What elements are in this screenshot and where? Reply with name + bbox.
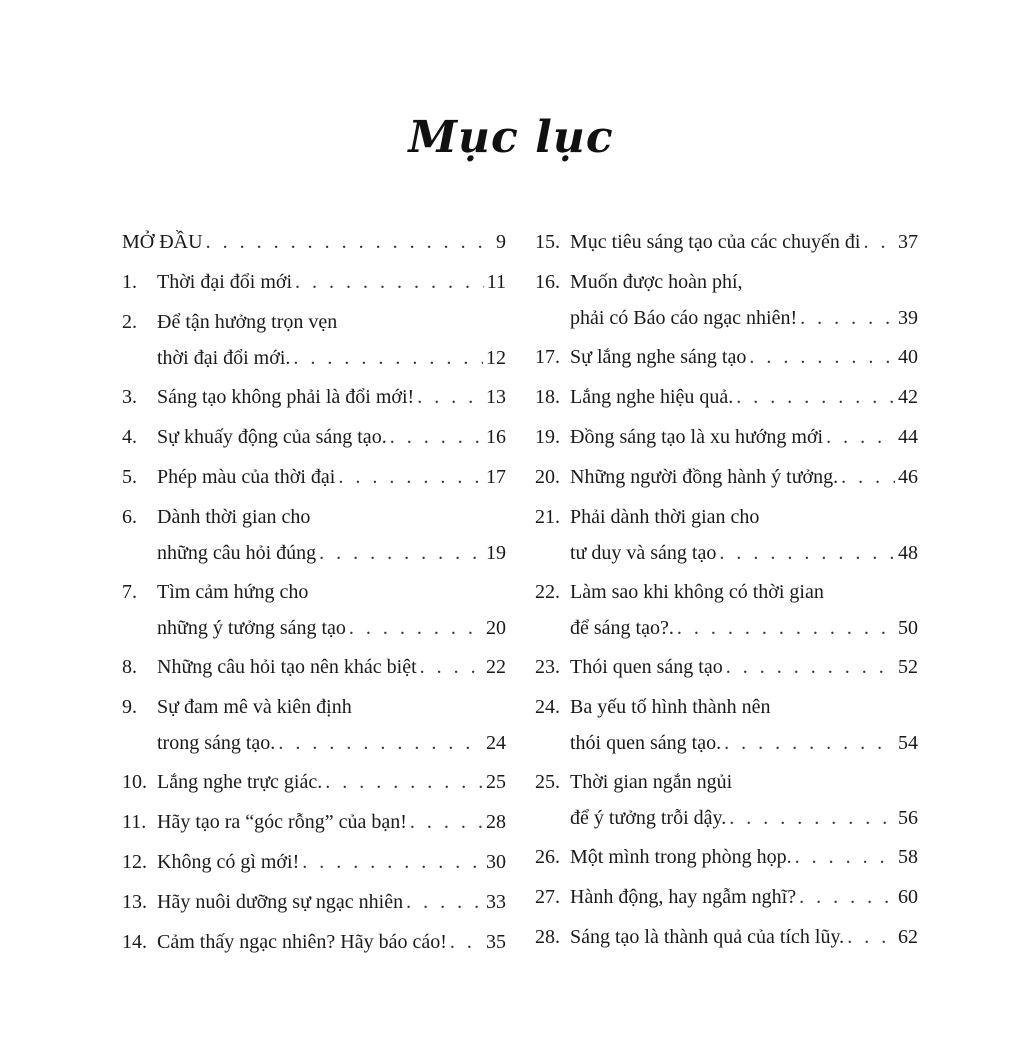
leader-dots: [799, 879, 895, 915]
leader-dots: [325, 764, 483, 800]
toc-entry-number: 18.: [535, 386, 560, 408]
toc-entry-number: 17.: [535, 346, 560, 368]
leader-dots: [278, 725, 483, 761]
toc-entry-number: 14.: [122, 931, 147, 953]
toc-page-number: 50: [898, 617, 918, 639]
leader-dots: [841, 459, 895, 495]
toc-entry-title-cont: thời đại đổi mới.: [157, 347, 291, 369]
leader-dots: [719, 535, 895, 571]
toc-entry-number: 7.: [122, 581, 137, 603]
toc-entry[interactable]: [535, 264, 918, 339]
toc-entry-number: 20.: [535, 466, 560, 488]
toc-page-number: 30: [486, 851, 506, 873]
toc-page-number: 28: [486, 811, 506, 833]
toc-entry-title-cont: để sáng tạo?.: [570, 617, 674, 639]
leader-dots: [826, 419, 895, 455]
toc-entry[interactable]: [535, 379, 918, 419]
toc-entry-number: 24.: [535, 696, 560, 718]
toc-entry-number: 10.: [122, 771, 147, 793]
toc-entry[interactable]: [122, 689, 506, 764]
toc-left-column: [122, 224, 506, 964]
toc-page-number: 19: [486, 542, 506, 564]
toc-entry-number: 11.: [122, 811, 147, 833]
leader-dots: [450, 924, 483, 960]
toc-page-number: 48: [898, 542, 918, 564]
leader-dots: [677, 610, 895, 646]
toc-entry[interactable]: [535, 574, 918, 649]
toc-page-number: 37: [898, 231, 918, 253]
leader-dots: [729, 800, 895, 836]
leader-dots: [295, 264, 484, 300]
toc-entry-title: Hành động, hay ngẫm nghĩ?: [570, 886, 797, 908]
toc-entry-title: Những câu hỏi tạo nên khác biệt: [157, 656, 417, 678]
leader-dots: [724, 725, 895, 761]
toc-page-number: 16: [486, 426, 506, 448]
toc-entry[interactable]: [122, 304, 506, 379]
toc-entry-number: 23.: [535, 656, 560, 678]
toc-entry-title: Lắng nghe trực giác.: [157, 771, 323, 793]
toc-entry-title: Sáng tạo là thành quả của tích lũy.: [570, 926, 845, 948]
toc-entry[interactable]: [122, 844, 506, 884]
toc-entry[interactable]: [122, 264, 506, 304]
leader-dots: [206, 224, 493, 260]
toc-entry-title: Muốn được hoàn phí,: [570, 271, 743, 293]
toc-entry-title: Thời gian ngắn ngủi: [570, 771, 733, 793]
toc-page-number: 62: [898, 926, 918, 948]
toc-entry-title: Sự khuấy động của sáng tạo.: [157, 426, 387, 448]
toc-entry-title: Phép màu của thời đại: [157, 466, 336, 488]
toc-entry-title: Không có gì mới!: [157, 851, 300, 873]
page-title: Mục lục: [408, 112, 614, 163]
toc-entry-number: 8.: [122, 656, 137, 678]
toc-entry-title-cont: tư duy và sáng tạo: [570, 542, 717, 564]
toc-entry-number: 16.: [535, 271, 560, 293]
leader-dots: [420, 649, 483, 685]
leader-dots: [390, 419, 483, 455]
toc-page-number: 12: [486, 347, 506, 369]
toc-entry-title-cont: trong sáng tạo.: [157, 732, 276, 754]
toc-entry-intro[interactable]: [122, 224, 506, 264]
toc-entry-number: 22.: [535, 581, 560, 603]
toc-entry-title: Hãy nuôi dưỡng sự ngạc nhiên: [157, 891, 404, 913]
toc-page-number: 46: [898, 466, 918, 488]
toc-page-number: 17: [486, 466, 506, 488]
toc-entry-number: 19.: [535, 426, 560, 448]
toc-entry[interactable]: [535, 649, 918, 689]
toc-entry-title: Thời đại đổi mới: [157, 271, 293, 293]
toc-page-number: 40: [898, 346, 918, 368]
toc-entry-title: Ba yếu tố hình thành nên: [570, 696, 771, 718]
toc-entry-number: 26.: [535, 846, 560, 868]
leader-dots: [736, 379, 895, 415]
toc-entry-number: 25.: [535, 771, 560, 793]
toc-entry-number: 15.: [535, 231, 560, 253]
toc-entry-title: Sự lắng nghe sáng tạo: [570, 346, 747, 368]
toc-entry-title-cont: thói quen sáng tạo.: [570, 732, 722, 754]
leader-dots: [726, 649, 895, 685]
toc-entry[interactable]: [122, 419, 506, 459]
toc-entry-number: 21.: [535, 506, 560, 528]
toc-entry[interactable]: [122, 574, 506, 649]
toc-page-number: 22: [486, 656, 506, 678]
toc-entry-title: MỞ ĐẦU: [122, 231, 203, 253]
toc-entry[interactable]: [122, 804, 506, 844]
toc-entry-number: 3.: [122, 386, 137, 408]
toc-entry[interactable]: [122, 499, 506, 574]
toc-entry-title: Những người đồng hành ý tưởng.: [570, 466, 839, 488]
toc-page-number: 44: [898, 426, 918, 448]
leader-dots: [410, 804, 483, 840]
toc-entry-title: Để tận hưởng trọn vẹn: [157, 311, 338, 333]
toc-entry-title: Làm sao khi không có thời gian: [570, 581, 824, 603]
leader-dots: [417, 379, 483, 415]
toc-page-number: 24: [486, 732, 506, 754]
leader-dots: [795, 839, 895, 875]
toc-entry[interactable]: [535, 339, 918, 379]
toc-entry[interactable]: [122, 924, 506, 964]
toc-entry-title: Sáng tạo không phải là đổi mới!: [157, 386, 415, 408]
leader-dots: [847, 919, 895, 955]
toc-entry-title: Mục tiêu sáng tạo của các chuyến đi: [570, 231, 861, 253]
toc-entry[interactable]: [535, 689, 918, 764]
toc-entry-title: Phải dành thời gian cho: [570, 506, 760, 528]
toc-entry-title: Lắng nghe hiệu quả.: [570, 386, 734, 408]
toc-entry-title: Sự đam mê và kiên định: [157, 696, 352, 718]
toc-entry-number: 5.: [122, 466, 137, 488]
toc-entry[interactable]: [535, 419, 918, 459]
toc-entry-title: Đồng sáng tạo là xu hướng mới: [570, 426, 824, 448]
toc-entry-number: 13.: [122, 891, 147, 913]
toc-entry[interactable]: [535, 459, 918, 499]
toc-entry-title-cont: phải có Báo cáo ngạc nhiên!: [570, 307, 798, 329]
toc-entry[interactable]: [122, 764, 506, 804]
leader-dots: [800, 300, 895, 336]
toc-page-number: 54: [898, 732, 918, 754]
toc-page-number: 13: [486, 386, 506, 408]
toc-entry[interactable]: [535, 879, 918, 919]
leader-dots: [319, 535, 483, 571]
toc-entry[interactable]: [122, 459, 506, 499]
toc-entry[interactable]: [535, 839, 918, 879]
toc-page-number: 56: [898, 807, 918, 829]
toc-entry[interactable]: [535, 224, 918, 264]
toc-entry-number: 6.: [122, 506, 137, 528]
leader-dots: [406, 884, 483, 920]
leader-dots: [749, 339, 895, 375]
toc-entry-number: 12.: [122, 851, 147, 873]
toc-page-number: 35: [486, 931, 506, 953]
toc-page-number: 11: [486, 271, 506, 293]
leader-dots: [293, 340, 483, 376]
toc-entry[interactable]: [122, 379, 506, 419]
toc-entry[interactable]: [122, 649, 506, 689]
toc-entry[interactable]: [535, 499, 918, 574]
toc-entry-title: Hãy tạo ra “góc rỗng” của bạn!: [157, 811, 407, 833]
toc-page-number: 52: [898, 656, 918, 678]
leader-dots: [349, 610, 483, 646]
toc-entry-number: 27.: [535, 886, 560, 908]
toc-entry-title: Một mình trong phòng họp.: [570, 846, 792, 868]
toc-entry-title: Cảm thấy ngạc nhiên? Hãy báo cáo!: [157, 931, 447, 953]
toc-entry[interactable]: [122, 884, 506, 924]
toc-entry[interactable]: [535, 919, 918, 959]
toc-entry-title-cont: những ý tưởng sáng tạo: [157, 617, 346, 639]
leader-dots: [338, 459, 483, 495]
toc-entry-number: 2.: [122, 311, 137, 333]
toc-page-number: 58: [898, 846, 918, 868]
toc-entry-title-cont: để ý tưởng trỗi dậy.: [570, 807, 727, 829]
toc-entry-title: Dành thời gian cho: [157, 506, 311, 528]
toc-entry-title: Thói quen sáng tạo: [570, 656, 723, 678]
toc-entry-title: Tìm cảm hứng cho: [157, 581, 309, 603]
toc-page-number: 25: [486, 771, 506, 793]
leader-dots: [863, 224, 895, 260]
toc-entry[interactable]: [535, 764, 918, 839]
toc-page-number: 39: [898, 307, 918, 329]
leader-dots: [302, 844, 483, 880]
toc-entry-number: 9.: [122, 696, 137, 718]
toc-page-number: 33: [486, 891, 506, 913]
toc-page-number: 42: [898, 386, 918, 408]
toc-page-number: 60: [898, 886, 918, 908]
toc-page-number: 9: [496, 231, 506, 253]
toc-entry-title-cont: những câu hỏi đúng: [157, 542, 317, 564]
toc-entry-number: 28.: [535, 926, 560, 948]
toc-right-column: [535, 224, 918, 959]
toc-page-number: 20: [486, 617, 506, 639]
toc-entry-number: 4.: [122, 426, 137, 448]
toc-entry-number: 1.: [122, 271, 137, 293]
